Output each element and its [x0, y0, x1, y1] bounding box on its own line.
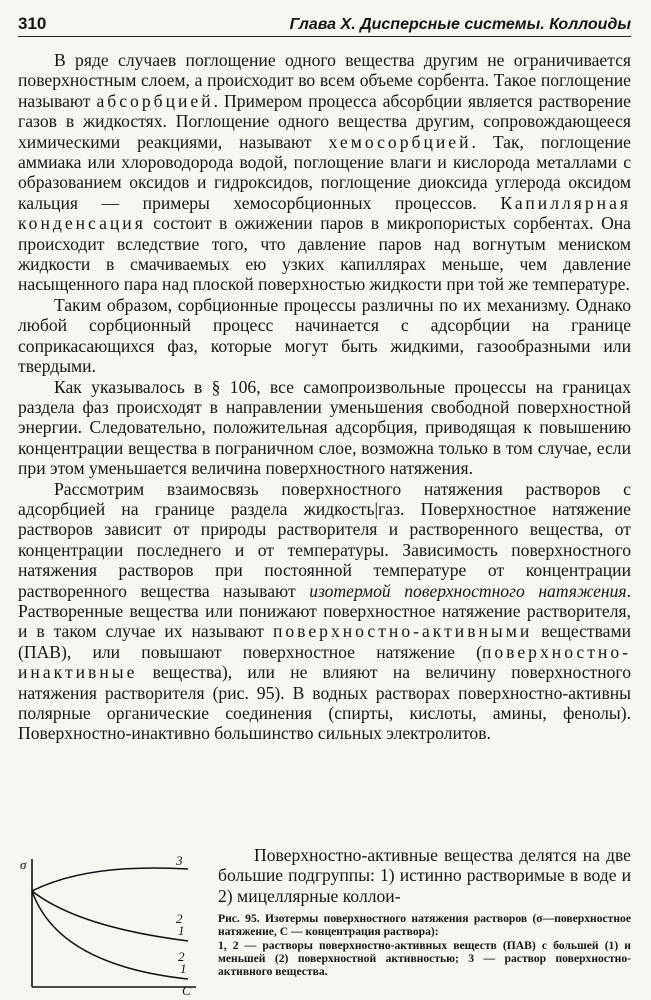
term-capillary-condensation: Капиллярная конденсация	[18, 192, 631, 234]
page-number: 310	[18, 14, 47, 33]
paragraph-2: Таким образом, сорбционные процессы различны по их механизму. Однако любой сорбционный процесс начинается с адсорбции на границе соприкасающихся фаз, которые могут быть жидкими, газообразными или твердыми.	[18, 294, 631, 377]
body-text	[18, 50, 631, 744]
text-span: Рассмотрим взаимосвязь поверхностного натяжения растворов с адсорбцией на границе раздела жидкость|газ. Поверхностное натяжение растворов зависит от природы растворителя и растворенного вещества, от концентрации последнего и от температуры. Зависимость поверхностного натяжения растворов при постоянной температуре от концентрации растворенного вещества называют	[18, 478, 631, 601]
page-header	[18, 4, 631, 37]
text-span: состоит в ожижении паров в микропористых сорбентах. Она происходит вследствие того, что давление паров над вогнутым мениском жидкости в смачиваемых ею узких капиллярах меньше, чем давление насыщенного пара над плоской поверхностью жидкости при той же температуре.	[18, 213, 631, 295]
figure-side-text	[218, 845, 631, 978]
term-isotherm: изотермой поверхностного натяжения	[309, 580, 627, 601]
text-span: веществами (ПАВ), или повышают поверхностное натяжение (	[18, 621, 632, 662]
isotherm-graph	[18, 855, 203, 995]
term-absorption: абсорбцией	[96, 90, 214, 111]
curve-3	[32, 868, 188, 891]
text-span: . Примером процесса абсорбции является растворение газов в жидкостях. Поглощение одного вещества другим, сопровождающееся химическими реакциями, называют	[18, 90, 631, 152]
paragraph-1	[18, 50, 631, 295]
term-surface-inactive: поверхностно-инактивные	[18, 641, 631, 683]
x-axis-label: C	[182, 983, 191, 995]
figure-caption-title: Рис. 95. Изотермы поверхностного натяжения растворов (σ—поверхностное натяжение, C — концентрация раствора):	[218, 912, 631, 939]
text-span: В ряде случаев поглощение одного вещества другим не ограничивается поверхностным слоем, а происходит во всем объеме сорбента. Такое поглощение называют	[18, 50, 631, 111]
y-axis-label: σ	[20, 857, 27, 872]
curve-1	[32, 891, 188, 979]
curve-2	[32, 891, 188, 941]
text-span: . Так, поглощение аммиака или хлороводорода водой, поглощение влаги и кислорода металлами с образованием оксидов и гидроксидов, поглощение диоксида углерода оксидом кальция — примеры хемосорбционных процессов.	[18, 131, 631, 213]
term-surface-active: поверхностно-активными	[272, 621, 533, 642]
term-chemisorption: хемосорбцией	[328, 131, 472, 152]
running-head: Глава X. Дисперсные системы. Коллоиды	[289, 16, 631, 33]
text-span: вещества), или не влияют на величину поверхностного натяжения растворителя (рис. 95). В водных растворах поверхностно-активны полярные органические соединения (спирты, кислоты, амины, фенолы). Поверхностно-инактивно большинство сильных электролитов.	[18, 662, 631, 744]
figure-95-block	[18, 845, 631, 995]
paragraph-3: Как указывалось в § 106, все самопроизвольные процессы на границах раздела фаз происходят в направлении уменьшения свободной поверхностной энергии. Следовательно, положительная адсорбция, приводящая к повышению концентрации вещества в пограничном слое, возможна только в том случае, если при этом уменьшается величина поверхностного натяжения.	[18, 376, 631, 479]
curve-label-1-lower: 1	[180, 961, 187, 976]
curve-label-2: 2	[176, 911, 183, 926]
figure-caption-text: 1, 2 — растворы поверхностно-активных веществ (ПАВ) с большей (1) и меньшей (2) поверхностной активностью; 3 — раствор поверхностно-активного вещества.	[218, 939, 631, 979]
paragraph-4	[18, 479, 631, 744]
curve-label-3: 3	[176, 855, 183, 868]
curve-label-1-upper: 1	[178, 923, 185, 938]
paragraph-5: Поверхностно-активные вещества делятся на две большие подгруппы: 1) истинно растворимые в воде и 2) мицеллярные коллои-	[218, 845, 631, 906]
curve-label-2-lower: 2	[178, 949, 185, 964]
text-span: . Растворенные вещества или понижают поверхностное натяжение растворителя, и в таком случае их называют	[18, 580, 631, 642]
